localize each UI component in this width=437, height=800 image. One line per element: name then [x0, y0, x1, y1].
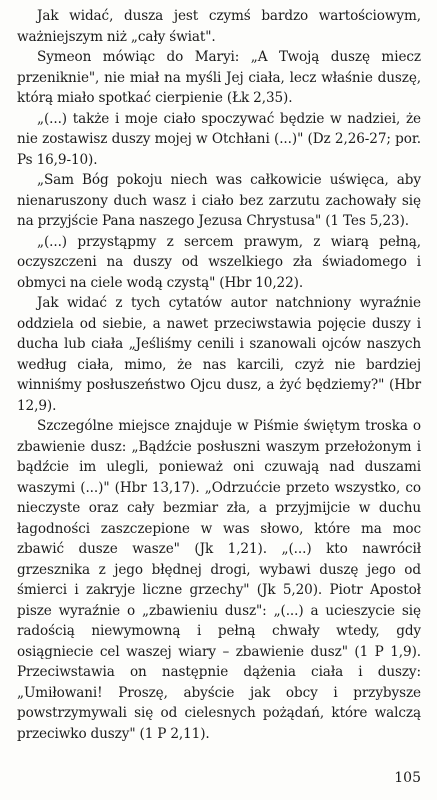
paragraph-4: „Sam Bóg pokoju niech was całkowicie uświęca, aby nienaruszony duch wasz i ciało bez zarzutu zachowały się na przyjście Pana naszego Jezusa Chrystusa" (1 Tes 5,23). — [17, 172, 421, 229]
paragraph-5: „(...) przystąpmy z sercem prawym, z wiarą pełną, oczyszczeni na duszy od wszelkiego zła świadomego i obmyci na ciele wodą czystą" (Hbr 10,22). — [17, 233, 421, 291]
paragraph-3: „(...) także i moje ciało spoczywać będzie w nadziei, że nie zostawisz duszy mojej w Otchłani (...)" (Dz 2,26-27; por. Ps 16,9-10). — [17, 110, 421, 168]
paragraph-1: Jak widać, dusza jest czymś bardzo wartościowym, ważniejszym niż „cały świat". — [17, 8, 421, 45]
paragraph-7: Szczególne miejsce znajduje w Piśmie świętym troska o zbawienie dusz: „Bądźcie posłuszni waszym przełożonym i bądźcie im ulegli, ponieważ oni czuwają nad duszami waszymi (...)" (Hbr 13,17). „Odrzućcie przeto wszystko, co nieczyste oraz cały bezmiar zła, a przyjmijcie w duchu łagodności zaszczepione w was słowo, które ma moc zbawić dusze wasze" (Jk 1,21). „(...) kto nawrócił grzesznika z jego błędnej drogi, wybawi duszę jego od śmierci i zakryje liczne grzechy" (Jk 5,20). Piotr Apostoł pisze wyraźnie o „zbawieniu dusz": „(...) a ucieszycie się radością niewymowną i pełną chwały wtedy, gdy osiągniecie cel waszej wiary – zbawienie dusz" (1 P 1,9). Przeciwstawia on następnie dążenia ciała i duszy: „Umiłowani! Proszę, abyście jak obcy i przybysze powstrzymywali się od cielesnych pożądań, które walczą przeciwko duszy" (1 P 2,11). — [17, 418, 421, 742]
paragraph-6: Jak widać z tych cytatów autor natchniony wyraźnie oddziela od siebie, a nawet przeciwstawia pojęcie duszy i ducha lub ciała „Jeśliśmy cenili i szanowali ojców naszych według ciała, mimo, że nas karcili, czyż nie bardziej winniśmy posłuszeństwo Ojcu dusz, a żyć będziemy?" (Hbr 12,9). — [17, 295, 421, 414]
page-number: 105 — [394, 770, 421, 786]
paragraph-2: Symeon mówiąc do Maryi: „A Twoją duszę miecz przeniknie", nie miał na myśli Jej ciała, lecz właśnie duszę, którą miało spotkać cierpienie (Łk 2,35). — [17, 49, 421, 106]
